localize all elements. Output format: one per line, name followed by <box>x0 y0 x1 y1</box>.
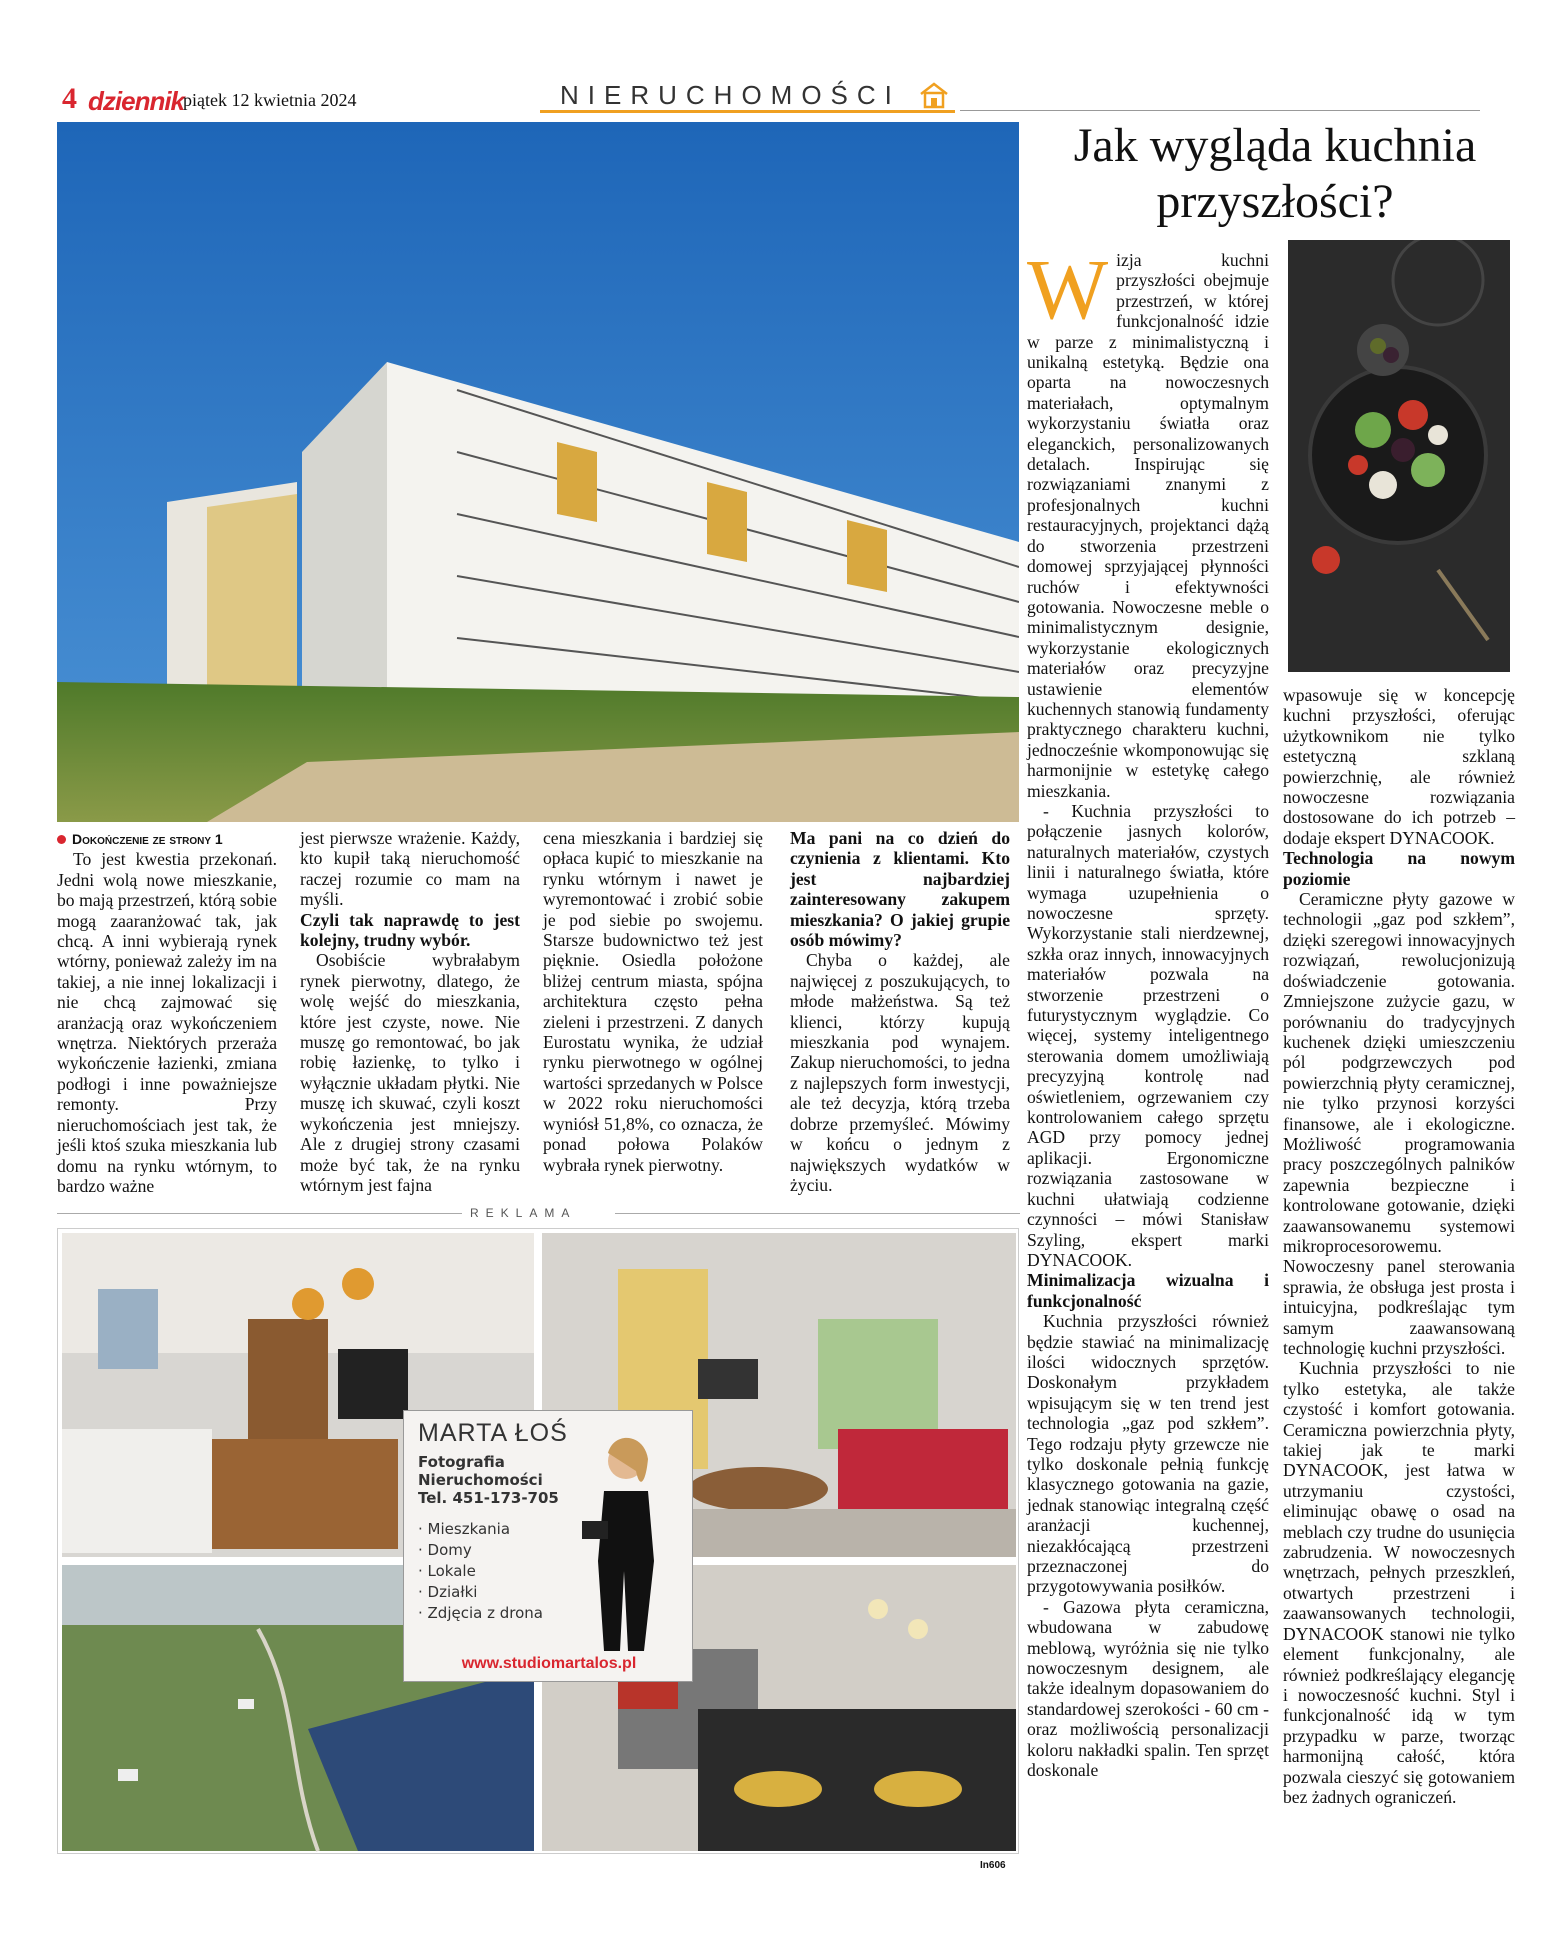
drop-cap: W <box>1027 241 1109 337</box>
interview-column-3 <box>543 828 763 1175</box>
article-paragraph: Kuchnia przyszłości również będzie stawiać na minimalizację ilości widocznych sprzętów. Doskonałym przykładem wpisującym się w ten trend jest technologia „gaz pod szkłem”. Tego rodzaju płyty grzewcze nie tylko doskonale pełnią funkcję klasycznego gotowania na gazie, jednak stanowiąc integralną część aranżacji kuchennej, niezakłócającą przestrzeni przeznaczonej do przygotowywania posiłków. <box>1027 1311 1269 1597</box>
service-item: · Działki <box>418 1583 478 1601</box>
phone-number: Tel. 451-173-705 <box>418 1489 559 1507</box>
header-rule-right <box>960 110 1480 111</box>
photographer-portrait <box>564 1431 684 1651</box>
article-paragraph: - Gazowa płyta ceramiczna, wbudowana w zabudowę meblową, wyróżnia się nie tylko nowoczesnym designem, ale także idealnym dopasowaniem do standardowej szerokości - 60 cm - oraz możliwością personalizacji koloru nakładki spalin. Ten sprzęt doskonale <box>1027 1596 1269 1781</box>
interview-paragraph: jest pierwsze wrażenie. Każdy, kto kupił taką nieruchomość raczej rozumie co mam na myśli. <box>300 828 520 910</box>
section-title: NIERUCHOMOŚCI <box>560 80 901 110</box>
article-title: Jak wygląda kuchnia przyszłości? <box>1073 119 1477 228</box>
interview-question: Czyli tak naprawdę to jest kolejny, trudny wybór. <box>300 909 520 951</box>
title-line: Fotografia <box>418 1453 505 1471</box>
article-paragraph: Kuchnia przyszłości to nie tylko estetyka, ale także czystość i komfort gotowania. Ceramiczna powierzchnia płyty, takiej jak te marki DYNACOOK, jest łatwa w utrzymaniu czystości, eliminując obawę o osad na meblach czy trudne do usunięcia zabrudzenia. W nowoczesnych wnętrzach, pełnych przeszkleń, otwartych przestrzeni i zaawansowanych technologii, DYNACOOK stanowi nie tylko element funkcjonalny, ale również podkreślający elegancję i nowoczesność kuchni. Styl i funkcjonalność idą w tym przypadku w parze, tworząc harmonijną całość, która pozwala cieszyć się gotowaniem bez żadnych ograniczeń. <box>1283 1358 1515 1807</box>
article-paragraph: - Kuchnia przyszłości to połączenie jasnych kolorów, naturalnych materiałów, czystych linii i naturalnego światła, które wymaga uzupełnienia o nowoczesne sprzęty. Wykorzystanie stali nierdzewnej, szkła oraz innych, innowacyjnych materiałów pozwala na stworzenie przestrzeni o futurystycznym wyglądzie. Co więcej, systemy inteligentnego sterowania domem umożliwiają precyzyjną kontrolę nad oświetleniem, ogrzewaniem czy kontrolowaniem całego sprzętu AGD przy pomocy jednej aplikacji. Ergonomiczne rozwiązania zastosowane w kuchni ułatwiają codzienne czynności – mówi Stanisław Szyling, ekspert marki DYNACOOK. <box>1027 800 1269 1270</box>
article-column-1 <box>1027 241 1269 1781</box>
ad-code: In606 <box>980 1860 1006 1871</box>
photographer-title <box>418 1453 559 1507</box>
article-column-2 <box>1283 685 1515 1807</box>
services-list <box>418 1519 543 1624</box>
subheading: Minimalizacja wizualna i funkcjonalność <box>1027 1270 1269 1311</box>
article-intro: izja kuchni przyszłości obejmuje przestrzeń, w której funkcjonalność idzie w parze z minimalistyczną i unikalną estetyką. Będzie ona oparta na nowoczesnych materiałach, optymalnym wykorzystaniu światła oraz eleganckich, personalizowanych detalach. Inspirując się rozwiązaniami znanymi z profesjonalnych kuchni restauracyjnych, projektanci dążą do stworzenia przestrzeni domowej sprzyjającej płynności ruchów i efektywności gotowania. Nowoczesne meble o minimalistycznym designie, wykorzystanie ekologicznych materiałów oraz precyzyjne ustawienie elementów kuchennych stanowią fundamenty praktycznego charakteru kuchni, jednocześnie wkomponowując się harmonijnie w estetykę całego mieszkania. <box>1027 250 1269 801</box>
newspaper-logo: dziennik <box>88 86 185 116</box>
ad-divider <box>615 1213 1020 1214</box>
interview-paragraph: Chyba o każdej, ale najwięcej z poszukujących, to młode małżeństwa. Są też klienci, którzy kupują mieszkania pod wynajem. Zakup nieruchomości, to jedna z najlepszych form inwestycji, ale też decyzja, którą trzeba dobrze przemyśleć. Mówimy w końcu o jednym z największych wydatków w życiu. <box>790 950 1010 1195</box>
interview-column-4 <box>790 828 1010 1195</box>
article-paragraph: Ceramiczne płyty gazowe w technologii „gaz pod szkłem”, dzięki szeregowi innowacyjnych rozwiązań, rewolucjonizują doświadczenie gotowania. Zmniejszone zużycie gazu, w porównaniu do tradycyjnych kuchenek dzięki umieszczeniu pól podgrzewczych pod powierzchnią płyty ceramicznej, nie tylko przynosi korzyści finansowe, ale i ekologiczne. Możliwość programowania pracy poszczególnych palników zapewnia bezpieczne i kontrolowane gotowanie, dzięki zaawansowanemu systemowi mikroprocesorowemu. Nowoczesny panel sterowania sprawia, że obsługa jest prosta i intuicyjna, podkreślając tym samym zaawansowaną technologię kuchni przyszłości. <box>1283 889 1515 1358</box>
photographer-name: MARTA ŁOŚ <box>418 1419 568 1447</box>
service-item: · Zdjęcia z drona <box>418 1604 543 1622</box>
subheading: Technologia na nowym poziomie <box>1283 848 1515 889</box>
apartment-buildings-photo <box>57 122 1019 822</box>
issue-date: piątek 12 kwietnia 2024 <box>183 90 357 110</box>
page-number: 4 <box>62 82 77 115</box>
photographer-card <box>403 1410 693 1682</box>
title-line: Nieruchomości <box>418 1471 543 1489</box>
ad-label: REKLAMA <box>470 1206 577 1220</box>
continuation-label: Dokończenie ze strony 1 <box>72 831 223 847</box>
article-paragraph: wpasowuje się w koncepcję kuchni przyszłości, oferując użytkownikom nie tylko estetyczną szklaną powierzchnię, ale również nowoczesne rozwiązania dostosowane do ich potrzeb – dodaje ekspert DYNACOOK. <box>1283 685 1515 848</box>
service-item: · Lokale <box>418 1562 476 1580</box>
interview-paragraph: cena mieszkania i bardziej się opłaca kupić to mieszkanie na rynku wtórnym i nawet je wyremontować i zrobić sobie je pod siebie po swojemu. Starsze budownictwo też jest pięknie. Osiedla położone bliżej centrum miasta, spójna architektura często pełna zieleni i przestrzeni. Z danych Eurostatu wynika, że udział rynku pierwotnego w ogólnej wartości sprzedanych w Polsce w 2022 roku nieruchomości wyniósł 51,8%, co oznacza, że ponad połowa Polaków wybrała rynek pierwotny. <box>543 828 763 1175</box>
header-rule <box>540 110 955 113</box>
service-item: · Mieszkania <box>418 1520 511 1538</box>
service-item: · Domy <box>418 1541 472 1559</box>
interview-paragraph: To jest kwestia przekonań. Jedni wolą nowe mieszkanie, bo mają przestrzeń, którą sobie mogą zaaranżować tak, jak chcą. A inni wybierają rynek wtórny, ponieważ zależy im na takiej, a nie innej lokalizacji i nie chcą zajmować się aranżacją oraz wykończeniem wnętrza. Niektórych przeraża wykończenie łazienki, zmiana podłogi i inne poważniejsze remonty. Przy nieruchomościach jest tak, że jeśli ktoś szuka mieszkania lub domu na rynku wtórnym, to bardzo ważne <box>57 849 277 1196</box>
kitchen-hob-salad-photo <box>1288 240 1510 672</box>
bullet-icon <box>57 835 66 844</box>
interview-question: Ma pani na co dzień do czynienia z klientami. Kto jest najbardziej zainteresowany zakupem mieszkania? O jakiej grupie osób mówimy? <box>790 828 1010 951</box>
house-icon <box>918 80 950 110</box>
interview-column-2 <box>300 828 520 1195</box>
interview-column-1 <box>57 828 277 1196</box>
interview-paragraph: Osobiście wybrałabym rynek pierwotny, dlatego, że wolę wejść do mieszkania, które jest czyste, nowe. Nie muszę go remontować, bo jak robię łazienkę, to tylko i wyłącznie układam płytki. Nie muszę ich skuwać, czyli koszt wykończenia jest mniejszy. Ale z drugiej strony czasami może być tak, że na rynku wtórnym jest fajna <box>300 950 520 1195</box>
ad-divider <box>57 1213 462 1214</box>
website-link[interactable]: www.studiomartalos.pl <box>461 1655 637 1672</box>
